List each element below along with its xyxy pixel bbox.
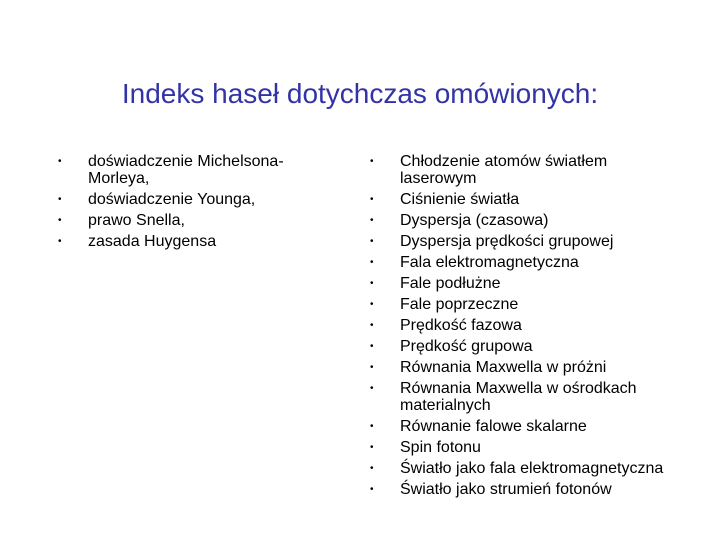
list-item-text: Fale podłużne	[400, 275, 501, 292]
list-item	[370, 191, 670, 208]
list-item-text: zasada Huygensa	[88, 233, 217, 250]
list-item	[370, 338, 670, 355]
slide-title: Indeks haseł dotychczas omówionych:	[121, 78, 599, 109]
bullet-icon: •	[370, 278, 374, 289]
bullet-icon: •	[370, 156, 374, 167]
list-item	[370, 481, 670, 498]
list-item-text: Prędkość grupowa	[400, 338, 533, 355]
list-item-text: Prędkość fazowa	[400, 317, 522, 334]
list-item	[58, 153, 318, 187]
bullet-icon: •	[370, 383, 374, 394]
list-item-text: Równanie falowe skalarne	[400, 418, 587, 435]
list-item	[58, 212, 318, 229]
list-item-text: Fale poprzeczne	[400, 296, 519, 313]
list-item	[58, 191, 318, 208]
bullet-icon: •	[370, 320, 374, 331]
bullet-icon: •	[370, 362, 374, 373]
bullet-icon: •	[370, 484, 374, 495]
bullet-icon: •	[370, 421, 374, 432]
list-item	[370, 439, 670, 456]
right-bullet-list	[370, 153, 670, 502]
list-item	[370, 460, 670, 477]
list-item-text: Równania Maxwella w ośrodkach materialnych	[400, 380, 637, 414]
bullet-icon: •	[370, 257, 374, 268]
list-item-text: Ciśnienie światła	[400, 191, 520, 208]
list-item-text: Równania Maxwella w próżni	[400, 359, 607, 376]
list-item-text: Spin fotonu	[400, 439, 481, 456]
list-item	[370, 418, 670, 435]
bullet-icon: •	[370, 442, 374, 453]
bullet-icon: •	[370, 194, 374, 205]
list-item-text: Dyspersja prędkości grupowej	[400, 233, 614, 250]
bullet-icon: •	[370, 299, 374, 310]
list-item-text: Światło jako strumień fotonów	[400, 481, 612, 498]
list-item	[370, 380, 670, 414]
list-item-text: prawo Snella,	[88, 212, 185, 229]
list-item	[370, 317, 670, 334]
list-item-text: Dyspersja (czasowa)	[400, 212, 549, 229]
bullet-icon: •	[58, 194, 62, 205]
bullet-icon: •	[58, 236, 62, 247]
list-item	[370, 233, 670, 250]
list-item	[370, 212, 670, 229]
bullet-icon: •	[370, 236, 374, 247]
bullet-icon: •	[370, 341, 374, 352]
list-item	[58, 233, 318, 250]
list-item	[370, 254, 670, 271]
bullet-icon: •	[58, 156, 62, 167]
list-item-text: doświadczenie Younga,	[88, 191, 256, 208]
bullet-icon: •	[370, 463, 374, 474]
list-item-text: Chłodzenie atomów światłem laserowym	[400, 153, 608, 187]
list-item	[370, 359, 670, 376]
left-bullet-list	[58, 153, 318, 254]
list-item-text: Światło jako fala elektromagnetyczna	[400, 460, 664, 477]
list-item	[370, 296, 670, 313]
list-item	[370, 153, 670, 187]
list-item-text: doświadczenie Michelsona-Morleya,	[88, 153, 284, 187]
list-item-text: Fala elektromagnetyczna	[400, 254, 579, 271]
bullet-icon: •	[370, 215, 374, 226]
bullet-icon: •	[58, 215, 62, 226]
list-item	[370, 275, 670, 292]
